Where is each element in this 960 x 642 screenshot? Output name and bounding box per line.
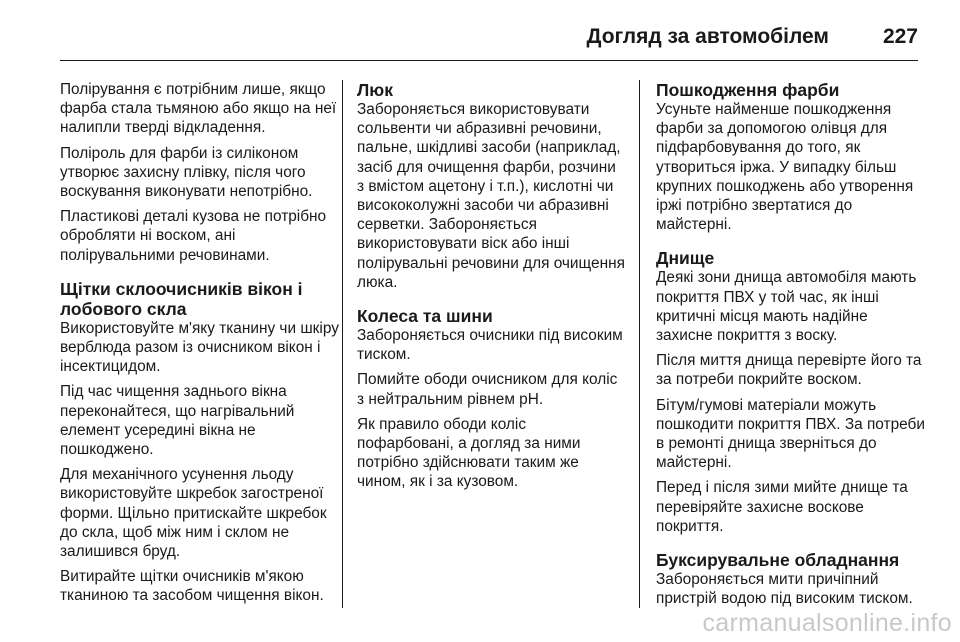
- section-heading: Люк: [357, 80, 393, 100]
- paragraph: Перед і після зими мийте днище та перевіряйте захисне воскове покриття.: [656, 479, 908, 535]
- section-heading: Колеса та шини: [357, 306, 493, 327]
- header-rule: [60, 60, 918, 61]
- section-paint-damage: [656, 80, 926, 234]
- paragraph: Для механічного усунення льоду використовуйте шкребок загостреної форми. Щільно притискайте шкребок до скла, щоб між ним і склом не залишився бруд.: [60, 466, 327, 561]
- paragraph: Використовуйте м'яку тканину чи шкіру верблюда разом із очисником вікон і інсектицидом.: [60, 319, 339, 376]
- paragraph: Усуньте найменше пошкодження фарби за допомогою олівця для підфарбовування до того, як утвориться іржа. У випадку більш крупних пошкоджень або утворення іржі потрібно звертатися до майстерні.: [656, 101, 914, 234]
- paragraph: Після миття днища перевірте його та за потреби покрийте воском.: [656, 352, 922, 389]
- page-number: 227: [882, 25, 918, 48]
- paragraph: Витирайте щітки очисників м'якою тканиною та засобом чищення вікон.: [60, 568, 324, 605]
- paragraph: Як правило ободи коліс пофарбовані, а догляд за ними потрібно здійснювати таким же чином, як і за кузовом.: [357, 415, 581, 491]
- paragraph: Деякі зони днища автомобіля мають покриття ПВХ у той час, як інші критичні місця мають надійне захисне покриття з воску.: [656, 269, 917, 345]
- section-wheels: [357, 306, 625, 492]
- section-heading: Щітки склоочисників вікон і лобового скла: [60, 278, 303, 319]
- paragraph: Бітум/гумові матеріали можуть пошкодити покриття ПВХ. За потреби в ремонті днища зверніться до майстерні.: [656, 396, 925, 472]
- page-header: [60, 14, 918, 60]
- section-heading: Пошкодження фарби: [656, 80, 840, 100]
- paragraph: Забороняється використовувати сольвенти чи абразивні речовини, пальне, шкідливі засоби (наприклад, засіб для очищення фарби, розчини з вмістом ацетону і т.п.), кислотні чи висококолужні засоби чи абразивні серветки. Забороняється використовувати віск або інші полірувальні речовини для очищення люка.: [357, 101, 625, 291]
- column-2: [357, 80, 625, 498]
- column-divider-1: [342, 80, 343, 608]
- section-heading: Днище: [656, 248, 715, 269]
- paragraph: Забороняється очисники під високим тиском.: [357, 327, 623, 364]
- paragraph: Пластикові деталі кузова не потрібно обробляти ні воском, ані полірувальними речовинами.: [60, 208, 327, 264]
- section-underbody: [656, 248, 926, 536]
- paragraph: Помийте ободи очисником для коліс з нейтральним рівнем pH.: [357, 371, 618, 408]
- column-3: [656, 80, 926, 614]
- paragraph: Забороняється мити причіпний пристрій водою під високим тиском.: [656, 571, 913, 608]
- column-1: [60, 80, 340, 612]
- paragraph: Під час чищення заднього вікна переконайтеся, що нагрівальний елемент усередині вікна не пошкоджено.: [60, 383, 295, 459]
- column-divider-2: [639, 80, 640, 608]
- section-wipers: [60, 279, 340, 606]
- paragraph: Полірування є потрібним лише, якщо фарба стала тьмяною або якщо на неї налипли тверді відкладення.: [60, 81, 337, 137]
- section-heading: Буксирувальне обладнання: [656, 550, 900, 571]
- section-sunroof: [357, 80, 625, 292]
- page-title: Догляд за автомобілем: [586, 25, 829, 48]
- section-towing: [656, 550, 926, 608]
- paragraph: Поліроль для фарби із силіконом утворює захисну плівку, після чого воскування виконувати непотрібно.: [60, 144, 313, 201]
- watermark: carmanualsonline.info: [702, 609, 952, 637]
